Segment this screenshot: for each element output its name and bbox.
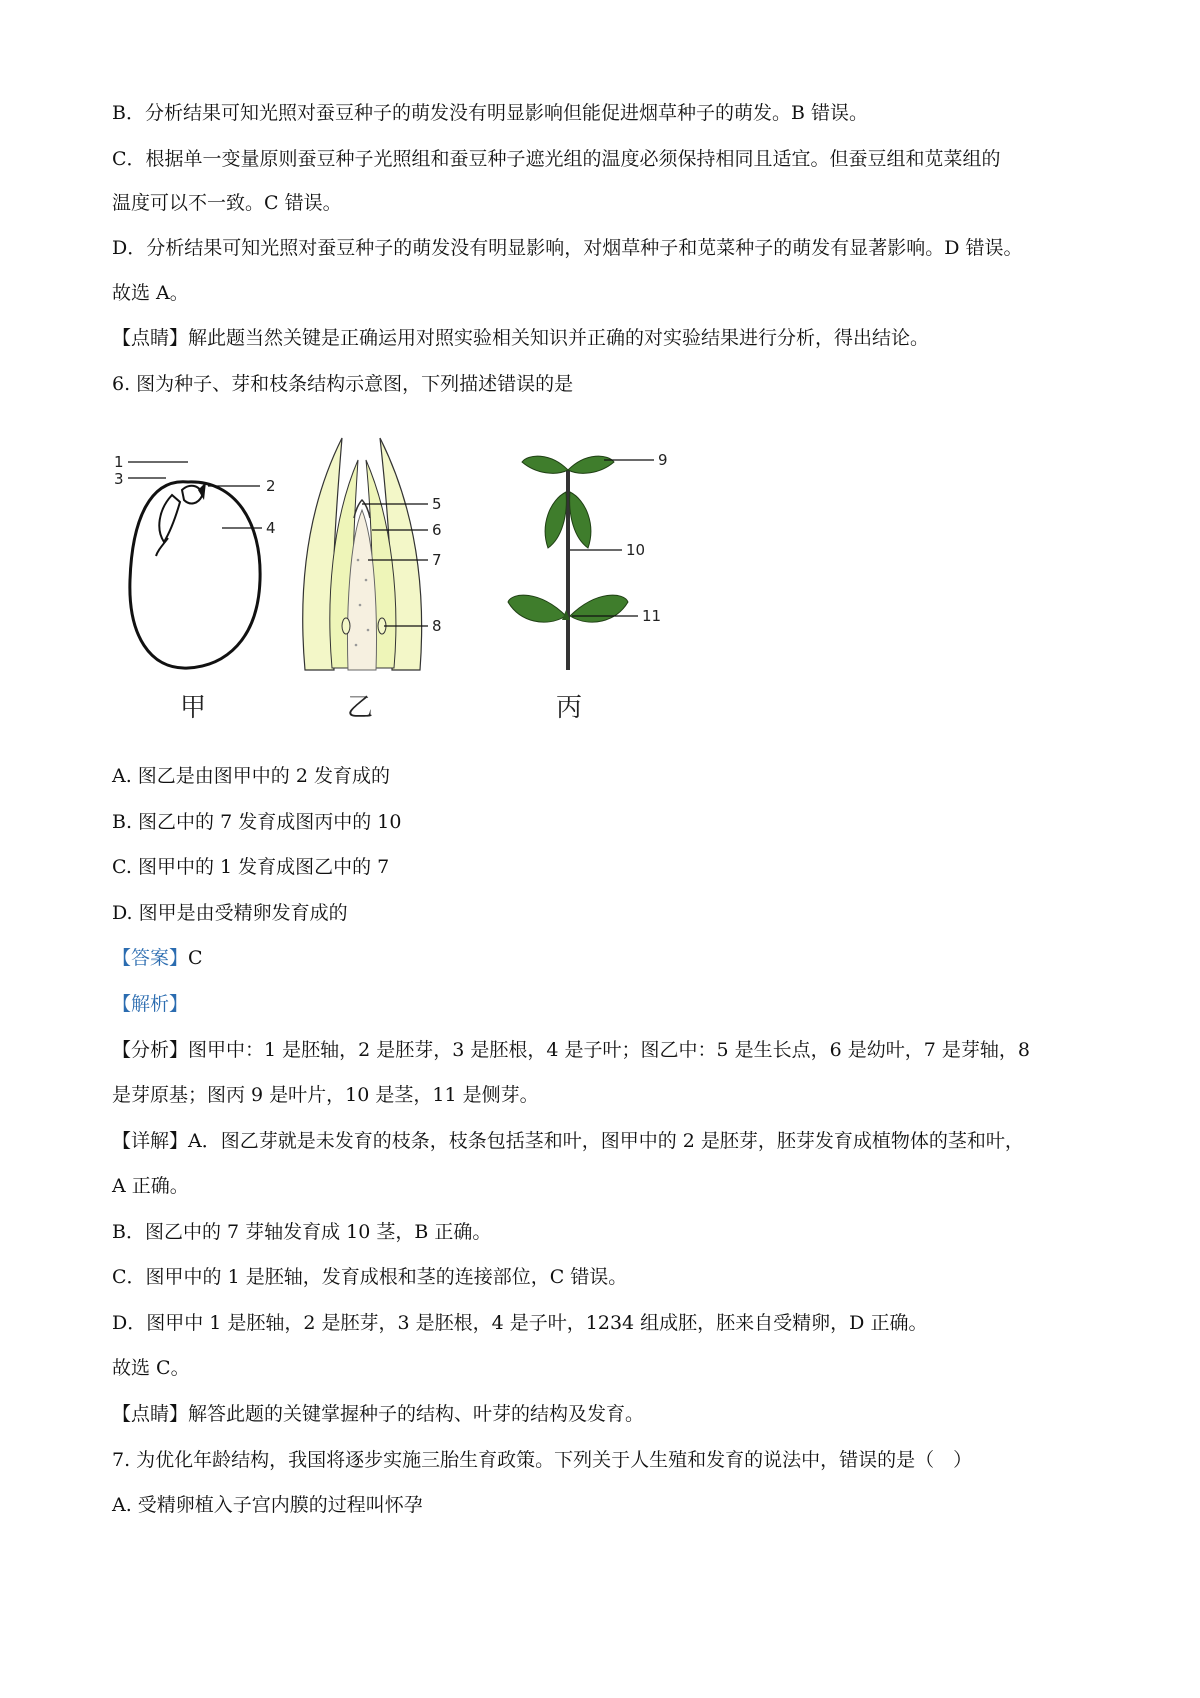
label-10: 10	[626, 541, 646, 559]
q6-analysis-line1: 【分析】图甲中：1 是胚轴，2 是胚芽，3 是胚根，4 是子叶；图乙中：5 是生长点，6 是幼叶，7 是芽轴，8	[112, 1039, 1030, 1061]
q7-option-a: A. 受精卵植入子宫内膜的过程叫怀孕	[112, 1494, 423, 1516]
label-9: 9	[658, 451, 668, 469]
label-11: 11	[642, 607, 662, 625]
q6-detail-line2: A 正确。	[112, 1175, 189, 1197]
label-6: 6	[432, 521, 442, 539]
q6-detail-c: C．图甲中的 1 是胚轴，发育成根和茎的连接部位，C 错误。	[112, 1266, 628, 1288]
q6-choice: 故选 C。	[112, 1357, 190, 1379]
q5-choice: 故选 A。	[112, 282, 189, 304]
seed-panel	[114, 453, 276, 723]
q6-stem: 6. 图为种子、芽和枝条结构示意图，下列描述错误的是	[112, 373, 574, 395]
q5-option-c-explanation-line1: C．根据单一变量原则蚕豆种子光照组和蚕豆种子遮光组的温度必须保持相同且适宜。但蚕豆组和苋菜组的	[112, 148, 1001, 170]
q6-comment: 【点睛】解答此题的关键掌握种子的结构、叶芽的结构及发育。	[112, 1403, 645, 1425]
q5-option-c-explanation-line2: 温度可以不一致。C 错误。	[112, 192, 342, 214]
panel-caption-bing: 丙	[556, 693, 583, 723]
panel-caption-jia: 甲	[180, 693, 207, 723]
answer-value: C	[188, 947, 203, 969]
label-7: 7	[432, 551, 442, 569]
q5-option-d-explanation: D．分析结果可知光照对蚕豆种子的萌发没有明显影响，对烟草种子和苋菜种子的萌发有显著影响。D 错误。	[112, 237, 1023, 259]
label-4: 4	[266, 519, 276, 537]
q6-option-c: C. 图甲中的 1 发育成图乙中的 7	[112, 856, 390, 878]
label-5: 5	[432, 495, 442, 513]
answer-tag: 【答案】	[112, 947, 189, 969]
seed-bud-branch-figure	[110, 430, 730, 730]
q6-answer	[112, 944, 203, 972]
q7-stem: 7. 为优化年龄结构，我国将逐步实施三胎生育政策。下列关于人生殖和发育的说法中，错误的是（ ）	[112, 1449, 973, 1471]
q6-option-a: A. 图乙是由图甲中的 2 发育成的	[112, 765, 390, 787]
q6-option-d: D. 图甲是由受精卵发育成的	[112, 902, 348, 924]
q5-option-b-explanation: B．分析结果可知光照对蚕豆种子的萌发没有明显影响但能促进烟草种子的萌发。B 错误。	[112, 102, 868, 124]
q6-analysis-line2: 是芽原基；图丙 9 是叶片，10 是茎，11 是侧芽。	[112, 1084, 539, 1106]
q5-comment: 【点睛】解此题当然关键是正确运用对照实验相关知识并正确的对实验结果进行分析，得出结论。	[112, 327, 930, 349]
structure-diagram	[110, 430, 730, 730]
label-1: 1	[114, 453, 124, 471]
bud-panel	[303, 438, 442, 723]
label-2: 2	[266, 477, 276, 495]
q6-detail-b: B．图乙中的 7 芽轴发育成 10 茎，B 正确。	[112, 1221, 492, 1243]
branch-panel	[508, 451, 668, 723]
panel-caption-yi: 乙	[347, 693, 374, 723]
q6-detail-d: D．图甲中 1 是胚轴，2 是胚芽，3 是胚根，4 是子叶，1234 组成胚，胚来自受精卵，D 正确。	[112, 1312, 928, 1334]
q6-option-b: B. 图乙中的 7 发育成图丙中的 10	[112, 811, 402, 833]
q6-analysis-tag: 【解析】	[112, 993, 189, 1015]
q6-detail-line1: 【详解】A．图乙芽就是未发育的枝条，枝条包括茎和叶，图甲中的 2 是胚芽，胚芽发育成植物体的茎和叶，	[112, 1130, 1024, 1152]
label-3: 3	[114, 470, 124, 488]
label-8: 8	[432, 617, 442, 635]
